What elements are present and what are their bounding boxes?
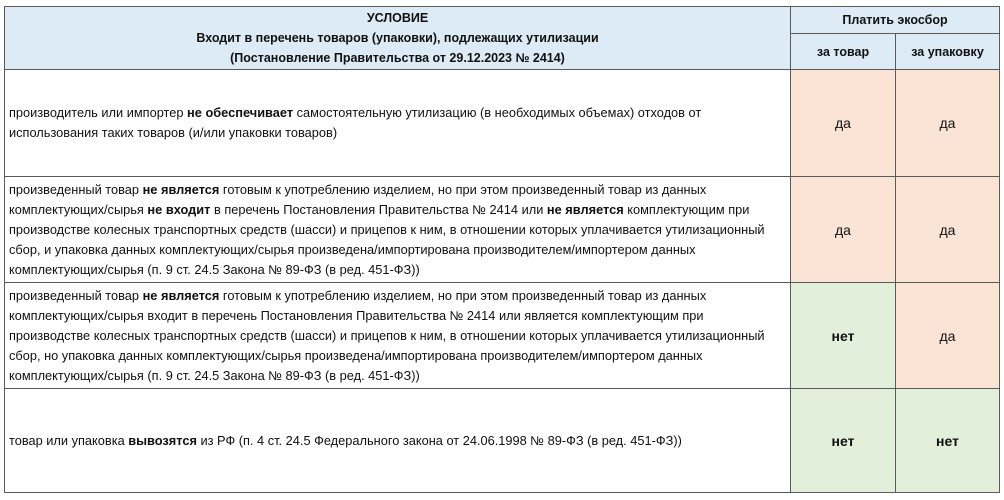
table-body: [5, 70, 1000, 493]
condition-emphasis: не является: [546, 201, 624, 217]
condition-text: производитель или импортер: [9, 105, 188, 120]
condition-cell: [5, 283, 791, 389]
condition-text: в перечень Постановления Правительства № 2414 или: [210, 201, 547, 217]
condition-emphasis: не входит: [147, 201, 211, 217]
packaging-column-header: за упаковку: [896, 34, 1000, 70]
condition-text: комплектующим при производстве колесных транспортных средств (шасси) и прицепов к ним, в отношении которых уплачивается утилизационный сбор, и упаковка данных комплектующих/сырья произведена/импортирована производителем/импортером данных комплектующих/сырья (п. 9 ст. 24.5 Закона № 89-ФЗ (в ред. 451-ФЗ)): [9, 201, 765, 277]
packaging-fee-cell: да: [896, 177, 1000, 283]
table-row: [5, 283, 1000, 389]
condition-header: [5, 7, 791, 70]
goods-fee-cell: да: [791, 70, 896, 177]
condition-reference: (Постановление Правительства от 29.12.2023 № 2414): [230, 51, 565, 65]
goods-fee-cell: нет: [791, 389, 896, 493]
goods-column-header: за товар: [791, 34, 896, 70]
condition-subtitle: Входит в перечень товаров (упаковки), подлежащих утилизации: [196, 31, 599, 45]
pay-eco-fee-header: Платить экосбор: [791, 7, 1000, 34]
condition-text: произведенный товар: [9, 287, 143, 303]
eco-fee-table: [4, 6, 1000, 493]
condition-text: из РФ (п. 4 ст. 24.5 Федерального закона от 24.06.1998 № 89-ФЗ (в ред. 451-ФЗ)): [196, 432, 682, 448]
packaging-fee-cell: да: [896, 70, 1000, 177]
goods-fee-cell: да: [791, 177, 896, 283]
packaging-fee-cell: да: [896, 283, 1000, 389]
packaging-fee-cell: нет: [896, 389, 1000, 493]
table-row: [5, 70, 1000, 177]
condition-text: товар или упаковка: [9, 432, 129, 448]
condition-cell: [5, 177, 791, 283]
table-row: [5, 177, 1000, 283]
condition-text: самостоятельную утилизацию (в необходимых объемах) отходов от использования таких товаров (и/или упаковки товаров): [9, 105, 702, 140]
condition-cell: [5, 389, 791, 493]
condition-text: готовым к употреблению изделием, но при этом произведенный товар из данных комплектующих/сырья входит в перечень Постановления Правительства № 2414 или является комплектующим при производстве колесных транспортных средств (шасси) и прицепов к ним, в отношении которых уплачивается утилизационный сбор, но упаковка данных комплектующих/сырья произведена/импортирована производителем/импортером данных комплектующих/сырья (п. 9 ст. 24.5 Закона № 89-ФЗ (в ред. 451-ФЗ)): [9, 287, 765, 383]
condition-emphasis: вывозятся: [128, 432, 197, 448]
condition-text: произведенный товар: [9, 181, 143, 197]
table-row: [5, 389, 1000, 493]
condition-title: УСЛОВИЕ: [366, 11, 429, 25]
goods-fee-cell: нет: [791, 283, 896, 389]
condition-emphasis: не является: [142, 287, 220, 303]
condition-emphasis: не является: [142, 181, 220, 197]
condition-text: готовым к употреблению изделием, но при этом произведенный товар из данных комплектующих/сырья: [9, 181, 707, 217]
condition-emphasis: не обеспечивает: [187, 105, 294, 120]
condition-cell: [5, 70, 791, 177]
